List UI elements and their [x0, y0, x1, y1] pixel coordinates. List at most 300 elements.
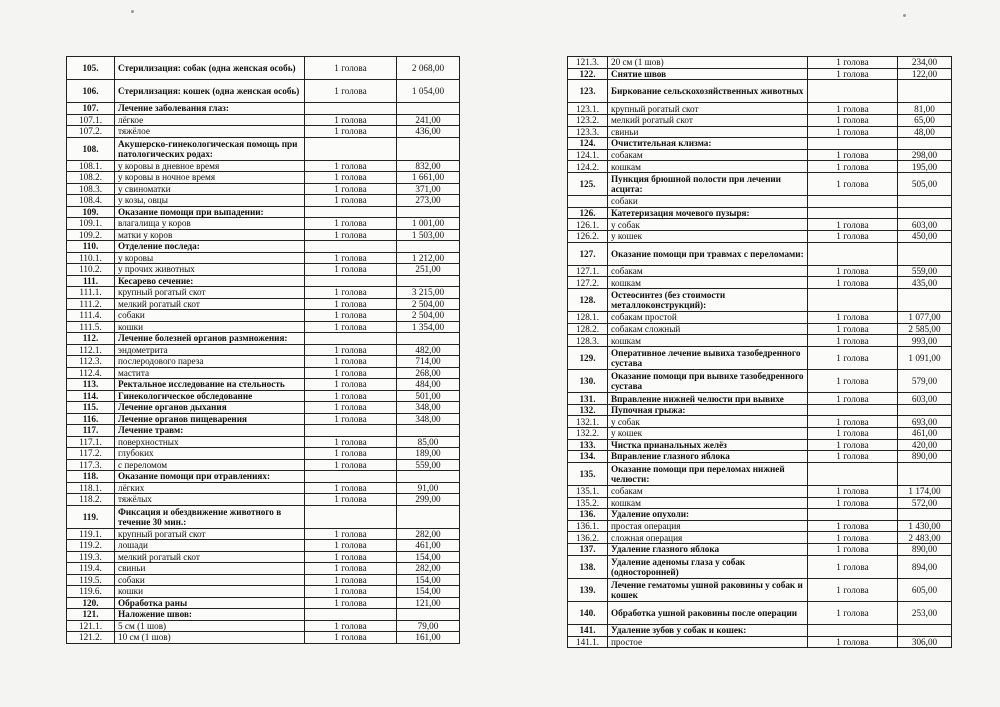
unit-cell: 1 голова	[808, 312, 898, 324]
service-name: Обработка раны	[115, 597, 305, 609]
service-name: Биркование сельскохозяйственных животных	[608, 80, 808, 103]
price-cell: 1 174,00	[898, 485, 952, 497]
service-name: глубоких	[115, 448, 305, 460]
service-name: простая операция	[608, 520, 808, 532]
item-number: 136.	[568, 509, 608, 521]
item-number: 107.1.	[67, 114, 115, 126]
price-cell: 501,00	[397, 390, 460, 402]
unit-cell: 1 голова	[808, 451, 898, 463]
item-number: 117.3.	[67, 459, 115, 471]
price-cell: 714,00	[397, 356, 460, 368]
price-cell: 450,00	[898, 230, 952, 242]
table-row	[568, 555, 952, 578]
item-number: 108.1.	[67, 160, 115, 172]
unit-cell: 1 голова	[305, 287, 397, 299]
unit-cell: 1 голова	[305, 160, 397, 172]
item-number: 121.	[67, 609, 115, 621]
item-number: 106.	[67, 80, 115, 103]
service-name: крупный рогатый скот	[115, 287, 305, 299]
price-cell: 161,00	[397, 632, 460, 644]
unit-cell: 1 голова	[808, 103, 898, 115]
unit-cell: 1 голова	[808, 497, 898, 509]
item-number: 117.2.	[67, 448, 115, 460]
price-cell: 371,00	[397, 183, 460, 195]
service-name: Удаление глазного яблока	[608, 543, 808, 555]
price-cell: 1 054,00	[397, 80, 460, 103]
unit-cell: 1 голова	[808, 277, 898, 289]
service-name: Наложение швов:	[115, 609, 305, 621]
price-cell: 154,00	[397, 551, 460, 563]
item-number: 109.2.	[67, 229, 115, 241]
item-number: 133.	[568, 439, 608, 451]
service-name: Удаление аденомы глаза у собак (односторонней)	[608, 555, 808, 578]
item-number: 127.1.	[568, 265, 608, 277]
table-row	[67, 114, 460, 126]
item-number: 140.	[568, 601, 608, 624]
service-name: Снятие швов	[608, 68, 808, 80]
service-name: с переломом	[115, 459, 305, 471]
table-row	[568, 462, 952, 485]
price-cell	[397, 471, 460, 483]
price-cell: 2 504,00	[397, 298, 460, 310]
unit-cell: 1 голова	[305, 632, 397, 644]
table-row	[568, 428, 952, 440]
service-name: Лечение гематомы ушной раковины у собак и кошек	[608, 578, 808, 601]
item-number: 111.1.	[67, 287, 115, 299]
item-number: 111.5.	[67, 321, 115, 333]
item-number: 137.	[568, 543, 608, 555]
service-name: Остеосинтез (без стоимости металлоконструкций):	[608, 288, 808, 311]
item-number: 108.3.	[67, 183, 115, 195]
price-cell: 2 068,00	[397, 57, 460, 80]
price-cell: 234,00	[898, 57, 952, 69]
item-number: 138.	[568, 555, 608, 578]
service-name: послеродового пареза	[115, 356, 305, 368]
table-row	[67, 620, 460, 632]
table-row	[67, 597, 460, 609]
table-row	[67, 448, 460, 460]
item-number: 135.	[568, 462, 608, 485]
service-name: Удаление опухоли:	[608, 509, 808, 521]
price-cell: 79,00	[397, 620, 460, 632]
price-cell	[397, 425, 460, 437]
item-number: 112.3.	[67, 356, 115, 368]
service-name: у кошек	[608, 230, 808, 242]
price-cell	[898, 138, 952, 150]
unit-cell: 1 голова	[305, 436, 397, 448]
item-number: 117.1.	[67, 436, 115, 448]
service-name: собакам простой	[608, 312, 808, 324]
table-row	[67, 551, 460, 563]
price-cell: 3 215,00	[397, 287, 460, 299]
table-row	[568, 312, 952, 324]
item-number: 119.3.	[67, 551, 115, 563]
item-number: 129.	[568, 346, 608, 369]
price-cell: 1 091,00	[898, 346, 952, 369]
service-name: Пункция брюшной полости при лечении асцита:	[608, 172, 808, 195]
unit-cell: 1 голова	[305, 229, 397, 241]
price-cell: 65,00	[898, 114, 952, 126]
service-name: Оказание помощи при выпадении:	[115, 206, 305, 218]
service-name: кошкам	[608, 497, 808, 509]
unit-cell: 1 голова	[305, 264, 397, 276]
unit-cell	[808, 404, 898, 416]
table-row	[67, 413, 460, 425]
price-cell: 2 585,00	[898, 323, 952, 335]
price-cell: 268,00	[397, 367, 460, 379]
service-name: собакам	[608, 485, 808, 497]
price-cell: 2 504,00	[397, 310, 460, 322]
price-cell: 1 354,00	[397, 321, 460, 333]
item-number: 123.2.	[568, 114, 608, 126]
item-number: 127.2.	[568, 277, 608, 289]
item-number: 131.	[568, 393, 608, 405]
price-cell: 1 212,00	[397, 252, 460, 264]
item-number: 112.4.	[67, 367, 115, 379]
table-row	[568, 68, 952, 80]
unit-cell: 1 голова	[305, 321, 397, 333]
service-name: Вправление нижней челюсти при вывихе	[608, 393, 808, 405]
price-cell: 282,00	[397, 528, 460, 540]
item-number: 117.	[67, 425, 115, 437]
service-name: у коровы в дневное время	[115, 160, 305, 172]
item-number	[568, 196, 608, 208]
table-row	[67, 252, 460, 264]
table-row	[568, 103, 952, 115]
unit-cell	[808, 80, 898, 103]
item-number: 116.	[67, 413, 115, 425]
unit-cell: 1 голова	[305, 574, 397, 586]
price-cell: 298,00	[898, 149, 952, 161]
service-name: Чистка прианальных желёз	[608, 439, 808, 451]
item-number: 123.1.	[568, 103, 608, 115]
table-row	[67, 218, 460, 230]
service-name: у прочих животных	[115, 264, 305, 276]
unit-cell	[305, 609, 397, 621]
item-number: 122.	[568, 68, 608, 80]
price-cell: 559,00	[898, 265, 952, 277]
item-number: 136.2.	[568, 532, 608, 544]
price-cell: 348,00	[397, 413, 460, 425]
service-name: Оказание помощи при переломах нижней челюсти:	[608, 462, 808, 485]
table-row	[568, 80, 952, 103]
unit-cell: 1 голова	[305, 367, 397, 379]
table-row	[67, 275, 460, 287]
price-cell: 1 001,00	[397, 218, 460, 230]
item-number: 105.	[67, 57, 115, 80]
service-name: Отделение последа:	[115, 241, 305, 253]
price-cell	[898, 509, 952, 521]
table-row	[67, 436, 460, 448]
unit-cell	[808, 462, 898, 485]
item-number: 123.3.	[568, 126, 608, 138]
item-number: 126.2.	[568, 230, 608, 242]
unit-cell	[305, 505, 397, 528]
price-cell	[397, 505, 460, 528]
unit-cell: 1 голова	[808, 393, 898, 405]
table-row	[67, 298, 460, 310]
table-row	[67, 206, 460, 218]
service-name: Ректальное исследование на стельность	[115, 379, 305, 391]
table-row	[67, 264, 460, 276]
price-cell: 993,00	[898, 335, 952, 347]
item-number: 141.	[568, 625, 608, 637]
service-name: мастита	[115, 367, 305, 379]
table-row	[67, 540, 460, 552]
item-number: 113.	[67, 379, 115, 391]
price-cell	[898, 80, 952, 103]
price-cell: 484,00	[397, 379, 460, 391]
item-number: 128.	[568, 288, 608, 311]
price-cell: 461,00	[397, 540, 460, 552]
item-number: 118.	[67, 471, 115, 483]
service-name: Кесарево сечение:	[115, 275, 305, 287]
service-name: кошкам	[608, 277, 808, 289]
unit-cell	[808, 242, 898, 265]
unit-cell: 1 голова	[808, 323, 898, 335]
item-number: 132.1.	[568, 416, 608, 428]
price-cell: 48,00	[898, 126, 952, 138]
service-name: крупный рогатый скот	[115, 528, 305, 540]
unit-cell: 1 голова	[808, 346, 898, 369]
item-number: 135.2.	[568, 497, 608, 509]
unit-cell: 1 голова	[305, 540, 397, 552]
price-cell: 579,00	[898, 370, 952, 393]
price-cell	[397, 275, 460, 287]
item-number: 111.2.	[67, 298, 115, 310]
price-cell: 890,00	[898, 543, 952, 555]
unit-cell	[808, 625, 898, 637]
service-name: влагалища у коров	[115, 218, 305, 230]
price-cell: 251,00	[397, 264, 460, 276]
table-row	[568, 497, 952, 509]
price-cell: 894,00	[898, 555, 952, 578]
service-name: Лечение органов пищеварения	[115, 413, 305, 425]
table-row	[67, 528, 460, 540]
item-number: 112.	[67, 333, 115, 345]
price-cell	[898, 196, 952, 208]
item-number: 111.4.	[67, 310, 115, 322]
service-name: лёгких	[115, 482, 305, 494]
service-name: Стерилизация: собак (одна женская особь)	[115, 57, 305, 80]
item-number: 119.1.	[67, 528, 115, 540]
item-number: 124.2.	[568, 161, 608, 173]
item-number: 126.1.	[568, 219, 608, 231]
price-cell: 154,00	[397, 586, 460, 598]
price-cell: 306,00	[898, 636, 952, 648]
item-number: 126.	[568, 207, 608, 219]
table-row	[67, 126, 460, 138]
table-row	[568, 242, 952, 265]
unit-cell: 1 голова	[305, 563, 397, 575]
table-row	[568, 126, 952, 138]
item-number: 112.1.	[67, 344, 115, 356]
table-row	[568, 149, 952, 161]
unit-cell: 1 голова	[305, 310, 397, 322]
price-table-left	[66, 56, 460, 644]
unit-cell	[305, 471, 397, 483]
price-cell: 482,00	[397, 344, 460, 356]
unit-cell: 1 голова	[808, 578, 898, 601]
table-row	[568, 370, 952, 393]
price-cell: 461,00	[898, 428, 952, 440]
item-number: 124.	[568, 138, 608, 150]
unit-cell	[305, 137, 397, 160]
unit-cell	[808, 207, 898, 219]
unit-cell: 1 голова	[808, 114, 898, 126]
unit-cell: 1 голова	[305, 379, 397, 391]
service-name: лошади	[115, 540, 305, 552]
item-number: 108.	[67, 137, 115, 160]
table-row	[67, 390, 460, 402]
table-row	[568, 404, 952, 416]
service-name: Пупочная грыжа:	[608, 404, 808, 416]
table-row	[67, 471, 460, 483]
price-cell	[898, 288, 952, 311]
service-name: у собак	[608, 219, 808, 231]
service-name: мелкий рогатый скот	[608, 114, 808, 126]
price-cell: 559,00	[397, 459, 460, 471]
unit-cell: 1 голова	[808, 439, 898, 451]
unit-cell: 1 голова	[808, 555, 898, 578]
item-number: 124.1.	[568, 149, 608, 161]
table-row	[67, 310, 460, 322]
price-cell	[397, 333, 460, 345]
table-row	[67, 321, 460, 333]
unit-cell: 1 голова	[305, 80, 397, 103]
table-row	[568, 636, 952, 648]
service-name: кошкам	[608, 335, 808, 347]
service-name: тяжёлое	[115, 126, 305, 138]
table-row	[568, 114, 952, 126]
unit-cell: 1 голова	[808, 485, 898, 497]
service-name: Лечение болезней органов размножения:	[115, 333, 305, 345]
unit-cell: 1 голова	[808, 335, 898, 347]
price-cell: 1 503,00	[397, 229, 460, 241]
service-name: собаки	[115, 310, 305, 322]
service-name: Катетеризация мочевого пузыря:	[608, 207, 808, 219]
item-number: 123.	[568, 80, 608, 103]
unit-cell: 1 голова	[305, 298, 397, 310]
table-row	[67, 402, 460, 414]
table-row	[67, 103, 460, 115]
item-number: 108.2.	[67, 172, 115, 184]
table-row	[67, 425, 460, 437]
unit-cell	[808, 196, 898, 208]
item-number: 119.2.	[67, 540, 115, 552]
service-name: Акушерско-гинекологическая помощь при патологических родах:	[115, 137, 305, 160]
item-number: 111.	[67, 275, 115, 287]
item-number: 128.1.	[568, 312, 608, 324]
item-number: 115.	[67, 402, 115, 414]
item-number: 139.	[568, 578, 608, 601]
unit-cell: 1 голова	[305, 494, 397, 506]
table-row	[568, 196, 952, 208]
unit-cell: 1 голова	[808, 416, 898, 428]
table-row	[67, 459, 460, 471]
service-name: 10 см (1 шов)	[115, 632, 305, 644]
table-row	[568, 265, 952, 277]
table-row	[568, 277, 952, 289]
unit-cell: 1 голова	[808, 161, 898, 173]
unit-cell: 1 голова	[305, 482, 397, 494]
item-number: 107.	[67, 103, 115, 115]
price-cell	[397, 609, 460, 621]
item-number: 119.4.	[67, 563, 115, 575]
unit-cell: 1 голова	[305, 528, 397, 540]
item-number: 119.6.	[67, 586, 115, 598]
item-number: 107.2.	[67, 126, 115, 138]
price-cell: 1 077,00	[898, 312, 952, 324]
scan-speck	[131, 10, 134, 13]
table-row	[67, 482, 460, 494]
item-number: 136.1.	[568, 520, 608, 532]
item-number: 119.	[67, 505, 115, 528]
price-cell: 1 430,00	[898, 520, 952, 532]
price-cell: 253,00	[898, 601, 952, 624]
unit-cell: 1 голова	[808, 126, 898, 138]
price-cell: 121,00	[397, 597, 460, 609]
price-cell: 693,00	[898, 416, 952, 428]
price-cell: 436,00	[397, 126, 460, 138]
table-row	[67, 344, 460, 356]
service-name: простое	[608, 636, 808, 648]
service-name: Гинекологическое обследование	[115, 390, 305, 402]
price-cell: 2 483,00	[898, 532, 952, 544]
unit-cell: 1 голова	[305, 459, 397, 471]
price-cell	[898, 404, 952, 416]
table-row	[67, 586, 460, 598]
table-row	[568, 601, 952, 624]
service-name: Обработка ушной раковины после операции	[608, 601, 808, 624]
table-row	[67, 137, 460, 160]
unit-cell: 1 голова	[305, 448, 397, 460]
item-number: 128.2.	[568, 323, 608, 335]
price-cell: 435,00	[898, 277, 952, 289]
item-number: 109.	[67, 206, 115, 218]
service-name: свиньи	[115, 563, 305, 575]
price-cell: 420,00	[898, 439, 952, 451]
price-cell: 832,00	[397, 160, 460, 172]
item-number: 125.	[568, 172, 608, 195]
unit-cell: 1 голова	[305, 183, 397, 195]
unit-cell	[305, 206, 397, 218]
item-number: 132.	[568, 404, 608, 416]
table-row	[568, 416, 952, 428]
service-name: собаки	[608, 196, 808, 208]
price-cell	[397, 103, 460, 115]
service-name: мелкий рогатый скот	[115, 298, 305, 310]
item-number: 110.2.	[67, 264, 115, 276]
unit-cell: 1 голова	[808, 149, 898, 161]
price-cell: 348,00	[397, 402, 460, 414]
service-name: Лечение заболевания глаз:	[115, 103, 305, 115]
table-row	[568, 393, 952, 405]
service-name: кошки	[115, 586, 305, 598]
service-name: кошки	[115, 321, 305, 333]
service-name: у собак	[608, 416, 808, 428]
unit-cell: 1 голова	[305, 413, 397, 425]
unit-cell: 1 голова	[305, 114, 397, 126]
item-number: 119.5.	[67, 574, 115, 586]
unit-cell: 1 голова	[808, 219, 898, 231]
table-row	[568, 323, 952, 335]
service-name: Удаление зубов у собак и кошек:	[608, 625, 808, 637]
unit-cell: 1 голова	[808, 370, 898, 393]
price-cell: 603,00	[898, 393, 952, 405]
table-row	[67, 287, 460, 299]
item-number: 110.	[67, 241, 115, 253]
